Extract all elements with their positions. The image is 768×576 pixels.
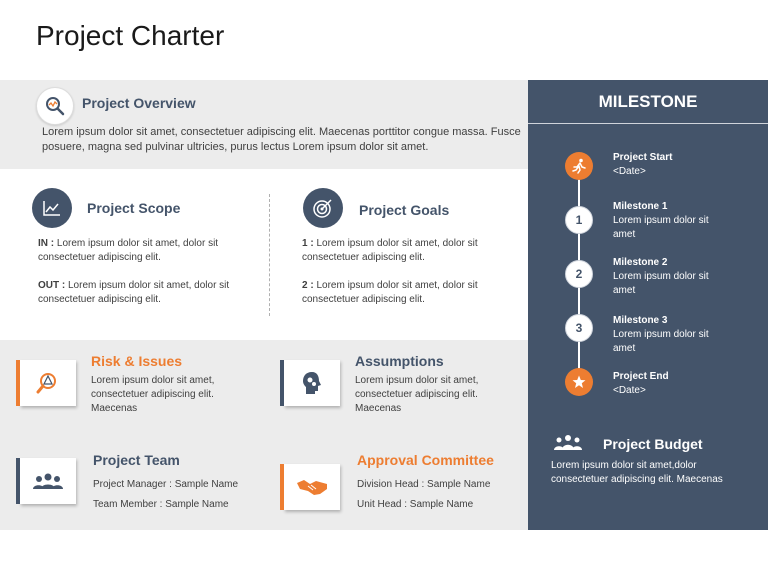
star-icon bbox=[572, 375, 586, 389]
assumptions-title: Assumptions bbox=[355, 353, 444, 369]
warning-magnifier-icon bbox=[35, 370, 61, 396]
approval-card bbox=[284, 464, 340, 510]
scope-in: IN : Lorem ipsum dolor sit amet, dolor sit consectetuer adipiscing elit. bbox=[38, 238, 219, 263]
risk-text: Lorem ipsum dolor sit amet, consectetuer adipiscing elit. Maecenas bbox=[91, 375, 215, 414]
milestone-end-label: Project End <Date> bbox=[613, 371, 669, 396]
overview-text: Lorem ipsum dolor sit amet, consectetuer adipiscing elit. Maecenas porttitor congue massa. Fusce posuere, magna sed pulvinar ultricies, purus lectus Lorem ipsum dolor sit amet. bbox=[42, 126, 521, 153]
goals-title: Project Goals bbox=[359, 202, 450, 218]
approval-line-2: Unit Head : Sample Name bbox=[357, 499, 474, 510]
approval-title: Approval Committee bbox=[357, 452, 494, 468]
goal-2: 2 : Lorem ipsum dolor sit amet, dolor sit consectetuer adipiscing elit. bbox=[302, 280, 478, 305]
milestone-1-label: Milestone 1 Lorem ipsum dolor sit amet bbox=[613, 201, 709, 240]
milestone-start-label: Project Start <Date> bbox=[613, 152, 673, 177]
section-divider bbox=[269, 194, 270, 316]
overview-title: Project Overview bbox=[82, 95, 196, 111]
budget-text: Lorem ipsum dolor sit amet,dolor consectetuer adipiscing elit. Maecenas bbox=[551, 460, 723, 485]
team-title: Project Team bbox=[93, 452, 180, 468]
team-line-2: Team Member : Sample Name bbox=[93, 499, 229, 510]
milestone-marker-3: 3 bbox=[565, 314, 593, 342]
assumptions-card bbox=[284, 360, 340, 406]
magnifier-chart-icon bbox=[36, 87, 74, 125]
line-chart-icon bbox=[32, 188, 72, 228]
goal-1: 1 : Lorem ipsum dolor sit amet, dolor sit consectetuer adipiscing elit. bbox=[302, 238, 478, 263]
scope-title: Project Scope bbox=[87, 200, 181, 216]
group-icon bbox=[553, 434, 583, 452]
header-divider bbox=[528, 123, 768, 124]
milestone-marker-1: 1 bbox=[565, 206, 593, 234]
team-line-1: Project Manager : Sample Name bbox=[93, 479, 239, 490]
head-gears-icon bbox=[300, 370, 324, 396]
milestone-2-label: Milestone 2 Lorem ipsum dolor sit amet bbox=[613, 257, 709, 296]
team-card bbox=[20, 458, 76, 504]
assumptions-text: Lorem ipsum dolor sit amet, consectetuer adipiscing elit. Maecenas bbox=[355, 375, 479, 414]
approval-line-1: Division Head : Sample Name bbox=[357, 479, 491, 490]
milestone-header: MILESTONE bbox=[598, 92, 698, 111]
team-icon bbox=[32, 471, 64, 491]
scope-out: OUT : Lorem ipsum dolor sit amet, dolor sit consectetuer adipiscing elit. bbox=[38, 280, 230, 305]
milestone-marker-end bbox=[565, 368, 593, 396]
risk-title: Risk & Issues bbox=[91, 353, 183, 369]
target-icon bbox=[303, 188, 343, 228]
milestone-marker-start bbox=[565, 152, 593, 180]
budget-title: Project Budget bbox=[603, 436, 703, 452]
milestone-marker-2: 2 bbox=[565, 260, 593, 288]
runner-icon bbox=[571, 158, 587, 174]
milestone-3-label: Milestone 3 Lorem ipsum dolor sit amet bbox=[613, 315, 709, 354]
handshake-icon bbox=[296, 477, 328, 497]
risk-card bbox=[20, 360, 76, 406]
page-title: Project Charter bbox=[36, 20, 225, 51]
